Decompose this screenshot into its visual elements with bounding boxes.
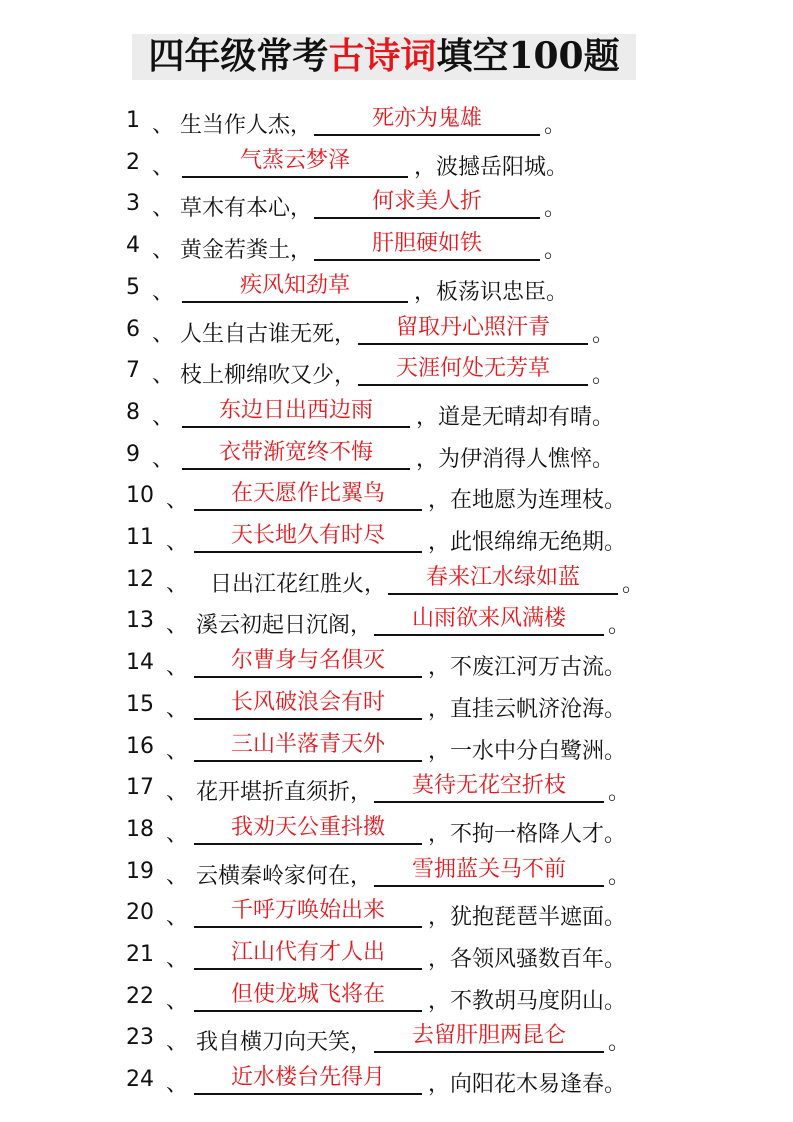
prompt-text: 枝上柳绵吹又少，	[180, 363, 357, 389]
question-separator: 、	[166, 613, 189, 639]
answer-blank[interactable]: 疾风知劲草	[182, 271, 408, 303]
question-separator: 、	[166, 1030, 189, 1056]
answer-blank[interactable]: 气蒸云梦泽	[182, 146, 408, 178]
prompt-text-after: ，波撼岳阳城。	[414, 154, 569, 180]
question-row	[0, 604, 793, 646]
prompt-text-after: 。	[544, 238, 567, 264]
question-separator: 、	[152, 446, 175, 472]
prompt-text: 草木有本心，	[180, 196, 313, 222]
question-row	[0, 771, 793, 813]
answer-blank[interactable]: 去留肝胆两昆仑	[374, 1021, 604, 1053]
prompt-text: 生当作人杰，	[180, 113, 313, 138]
question-separator: 、	[152, 113, 175, 138]
question-number: 20	[126, 900, 154, 926]
question-row	[0, 646, 793, 688]
question-row	[0, 896, 793, 938]
question-separator: 、	[152, 154, 175, 180]
prompt-text-after: ，不拘一格降人才。	[428, 821, 627, 847]
question-row	[0, 146, 793, 188]
question-number: 3	[126, 191, 140, 217]
prompt-text-after: 。	[608, 863, 631, 889]
title-prefix: 四年级常考	[148, 35, 329, 77]
question-number: 2	[126, 149, 140, 175]
question-separator: 、	[152, 404, 175, 430]
question-separator: 、	[152, 321, 175, 347]
question-row	[0, 438, 793, 480]
answer-blank[interactable]: 千呼万唤始出来	[194, 896, 422, 928]
answer-blank[interactable]: 但使龙城飞将在	[194, 980, 422, 1012]
answer-blank[interactable]: 春来江水绿如蓝	[388, 563, 618, 595]
question-row	[0, 479, 793, 521]
prompt-text-after: ，一水中分白鹭洲。	[428, 738, 627, 764]
prompt-text: 溪云初起日沉阁，	[196, 613, 373, 639]
question-number: 12	[126, 566, 154, 592]
question-number: 6	[126, 316, 140, 342]
question-number: 19	[126, 858, 154, 884]
answer-blank[interactable]: 尔曹身与名俱灭	[194, 646, 422, 678]
question-separator: 、	[166, 863, 189, 889]
question-row	[0, 521, 793, 563]
title-highlight: 古诗词	[328, 35, 437, 77]
question-row	[0, 1021, 793, 1063]
question-number: 10	[126, 483, 154, 509]
question-number: 9	[126, 441, 140, 467]
answer-blank[interactable]: 在天愿作比翼鸟	[194, 479, 422, 511]
page-title	[132, 30, 636, 82]
answer-blank[interactable]: 我劝天公重抖擞	[194, 813, 422, 845]
question-separator: 、	[166, 947, 189, 972]
answer-blank[interactable]: 长风破浪会有时	[194, 688, 422, 720]
question-number: 13	[126, 608, 154, 634]
prompt-text-after: ，道是无晴却有晴。	[416, 404, 615, 430]
question-row	[0, 271, 793, 313]
prompt-text-after: 。	[592, 363, 615, 389]
question-row	[0, 563, 793, 605]
answer-blank[interactable]: 江山代有才人出	[194, 938, 422, 970]
question-row	[0, 187, 793, 229]
question-number: 1	[126, 108, 140, 133]
answer-blank[interactable]: 近水楼台先得月	[194, 1063, 422, 1095]
answer-blank[interactable]: 肝胆硬如铁	[314, 229, 540, 261]
question-separator: 、	[166, 488, 189, 514]
question-number: 4	[126, 233, 140, 259]
answer-blank[interactable]: 东边日出西边雨	[182, 396, 410, 428]
prompt-text-after: 。	[544, 113, 567, 138]
question-separator: 、	[152, 196, 175, 222]
question-row	[0, 855, 793, 897]
question-separator: 、	[166, 696, 189, 722]
question-row	[0, 980, 793, 1022]
prompt-text-after: 。	[544, 196, 567, 222]
answer-blank[interactable]: 留取丹心照汗青	[358, 313, 588, 345]
question-separator: 、	[166, 821, 189, 847]
question-number: 14	[126, 650, 154, 676]
question-row	[0, 229, 793, 271]
prompt-text-after: 。	[608, 613, 631, 639]
answer-blank[interactable]: 死亦为鬼雄	[314, 104, 540, 136]
prompt-text-after: ，向阳花木易逢春。	[428, 1072, 627, 1098]
prompt-text-after: ，直挂云帆济沧海。	[428, 696, 627, 722]
prompt-text-after: ，各领风骚数百年。	[428, 947, 627, 972]
answer-blank[interactable]: 天长地久有时尽	[194, 521, 422, 553]
question-number: 24	[126, 1067, 154, 1093]
question-row	[0, 730, 793, 772]
question-row	[0, 813, 793, 855]
question-separator: 、	[166, 1072, 189, 1098]
answer-blank[interactable]: 衣带渐宽终不悔	[182, 438, 410, 470]
question-number: 8	[126, 399, 140, 425]
prompt-text-after: ，犹抱琵琶半遮面。	[428, 905, 627, 931]
question-row	[0, 688, 793, 730]
prompt-text-after: 。	[592, 321, 615, 347]
question-row	[0, 354, 793, 396]
question-separator: 、	[166, 780, 189, 806]
prompt-text-after: ，不废江河万古流。	[428, 655, 627, 681]
prompt-text-after: ，在地愿为连理枝。	[428, 488, 627, 514]
answer-blank[interactable]: 莫待无花空折枝	[374, 771, 604, 803]
prompt-text: 云横秦岭家何在，	[196, 863, 373, 889]
prompt-text: 花开堪折直须折，	[196, 780, 373, 806]
question-row	[0, 104, 793, 146]
title-suffix: 填空100题	[436, 35, 620, 77]
question-number: 15	[126, 691, 154, 717]
prompt-text-after: ，不教胡马度阴山。	[428, 988, 627, 1014]
prompt-text: 黄金若粪土，	[180, 238, 313, 264]
question-separator: 、	[166, 571, 189, 597]
prompt-text-after: 。	[622, 571, 645, 597]
question-row	[0, 396, 793, 438]
question-row	[0, 1063, 793, 1105]
question-number: 7	[126, 358, 140, 384]
prompt-text-after: 。	[608, 1030, 631, 1056]
question-number: 11	[126, 525, 154, 550]
question-row	[0, 313, 793, 355]
question-number: 22	[126, 983, 154, 1009]
question-number: 23	[126, 1025, 154, 1051]
answer-blank[interactable]: 三山半落青天外	[194, 730, 422, 762]
answer-blank[interactable]: 天涯何处无芳草	[358, 354, 588, 386]
question-number: 5	[126, 274, 140, 300]
question-separator: 、	[152, 238, 175, 264]
prompt-text-after: ，为伊消得人憔悴。	[416, 446, 615, 472]
question-number: 18	[126, 816, 154, 842]
prompt-text-after: ，板荡识忠臣。	[414, 279, 569, 305]
question-separator: 、	[166, 905, 189, 931]
prompt-text-after: 。	[608, 780, 631, 806]
answer-blank[interactable]: 何求美人折	[314, 187, 540, 219]
question-number: 21	[126, 942, 154, 967]
question-separator: 、	[166, 738, 189, 764]
question-separator: 、	[166, 530, 189, 555]
question-separator: 、	[166, 988, 189, 1014]
answer-blank[interactable]: 雪拥蓝关马不前	[374, 855, 604, 887]
question-separator: 、	[166, 655, 189, 681]
question-separator: 、	[152, 363, 175, 389]
question-number: 16	[126, 733, 154, 759]
prompt-text: 我自横刀向天笑，	[196, 1030, 373, 1056]
prompt-text: 日出江花红胜火，	[210, 571, 387, 597]
question-separator: 、	[152, 279, 175, 305]
question-number: 17	[126, 775, 154, 801]
question-row	[0, 938, 793, 980]
prompt-text-after: ，此恨绵绵无绝期。	[428, 530, 627, 555]
answer-blank[interactable]: 山雨欲来风满楼	[374, 604, 604, 636]
prompt-text: 人生自古谁无死，	[180, 321, 357, 347]
